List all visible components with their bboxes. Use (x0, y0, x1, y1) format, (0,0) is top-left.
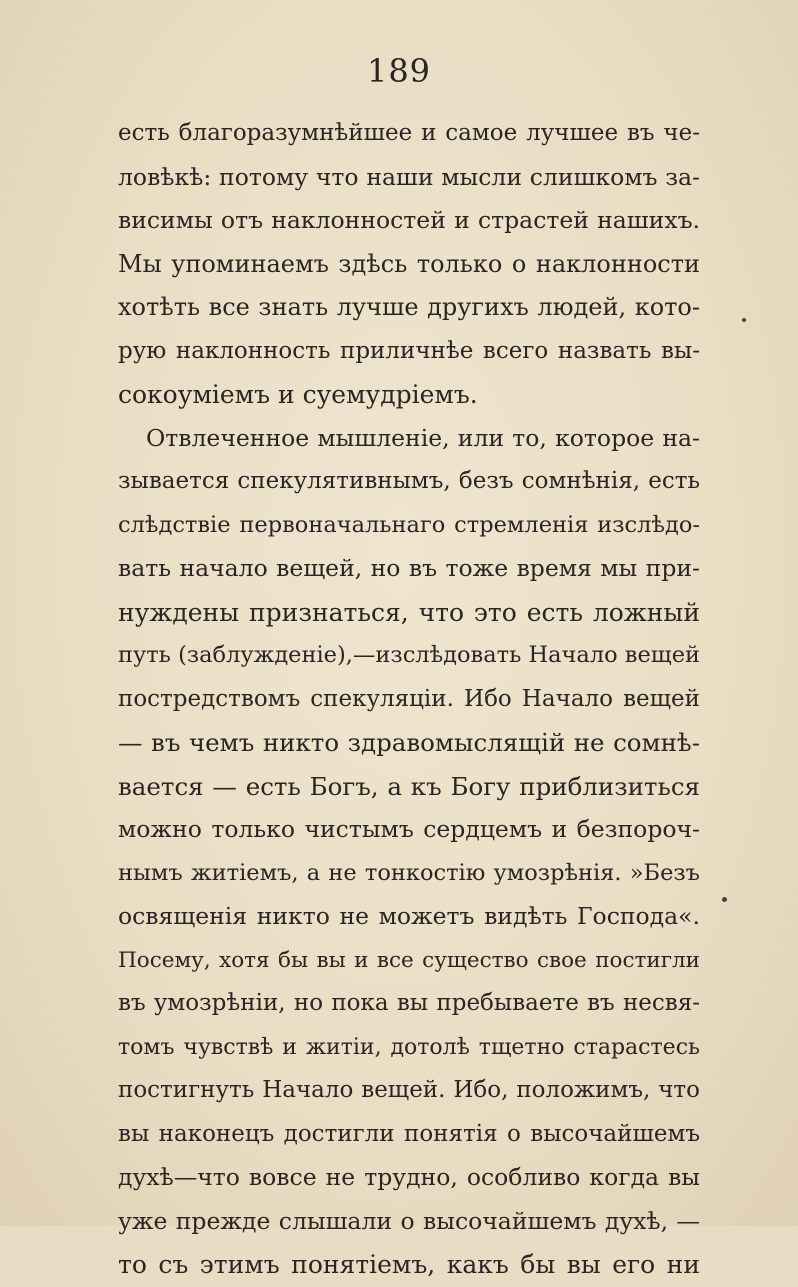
text-line: можно только чистымъ сердцемъ и безпороч- (118, 815, 700, 843)
page-number: 189 (366, 52, 432, 90)
ink-speck (722, 897, 727, 902)
text-line: путь (заблужденіе),—изслѣдовать Начало вещей (118, 642, 700, 668)
text-line: постигнуть Начало вещей. Ибо, положимъ, что (118, 1077, 700, 1103)
text-line: Мы упоминаемъ здѣсь только о наклонности (118, 249, 700, 278)
text-line: рую наклонность приличнѣе всего назвать вы- (118, 337, 700, 364)
text-line: есть благоразумнѣйшее и самое лучшее въ че- (118, 120, 700, 146)
text-line: хотѣть все знать лучше другихъ людей, кото- (118, 293, 700, 321)
text-line: висимы отъ наклонностей и страстей нашихъ. (118, 206, 700, 234)
body-text (118, 112, 700, 1287)
text-line: уже прежде слышали о высочайшемъ духѣ, — (118, 1206, 700, 1235)
text-line: зывается спекулятивнымъ, безъ сомнѣнія, есть (118, 468, 700, 494)
text-line: сокоуміемъ и суемудріемъ. (118, 380, 478, 409)
text-line: вать начало вещей, но въ тоже время мы при- (118, 554, 700, 582)
text-line: томъ чувствѣ и житіи, дотолѣ тщетно старастесь (118, 1034, 700, 1060)
text-line: слѣдствіе первоначальнаго стремленія изслѣдо- (118, 511, 700, 538)
text-line: ловѣкѣ: потому что наши мысли слишкомъ за- (118, 162, 700, 191)
text-line: освященія никто не можетъ видѣть Господа«. (118, 902, 700, 930)
text-line: постредствомъ спекуляціи. Ибо Начало вещей (118, 685, 700, 712)
text-line: — въ чемъ никто здравомыслящій не сомнѣ- (118, 728, 700, 757)
text-line: нымъ житіемъ, а не тонкостію умозрѣнія. »Безъ (118, 859, 700, 886)
text-line: то съ этимъ понятіемъ, какъ бы вы его ни (118, 1250, 700, 1279)
text-line: вы наконецъ достигли понятія о высочайшемъ (118, 1120, 700, 1147)
text-line: нуждены признаться, что это есть ложный (118, 597, 700, 627)
ink-speck (742, 318, 746, 322)
text-line: духѣ—что вовсе не трудно, особливо когда вы (118, 1163, 700, 1191)
paragraph-start-line: Отвлеченное мышленіе, или то, которое на- (146, 423, 700, 452)
text-line: въ умозрѣніи, но пока вы пребываете въ несвя- (118, 990, 700, 1016)
text-line: Посему, хотя бы вы и все существо свое постигли (118, 947, 700, 973)
text-line: вается — есть Богъ, а къ Богу приблизиться (118, 771, 700, 801)
